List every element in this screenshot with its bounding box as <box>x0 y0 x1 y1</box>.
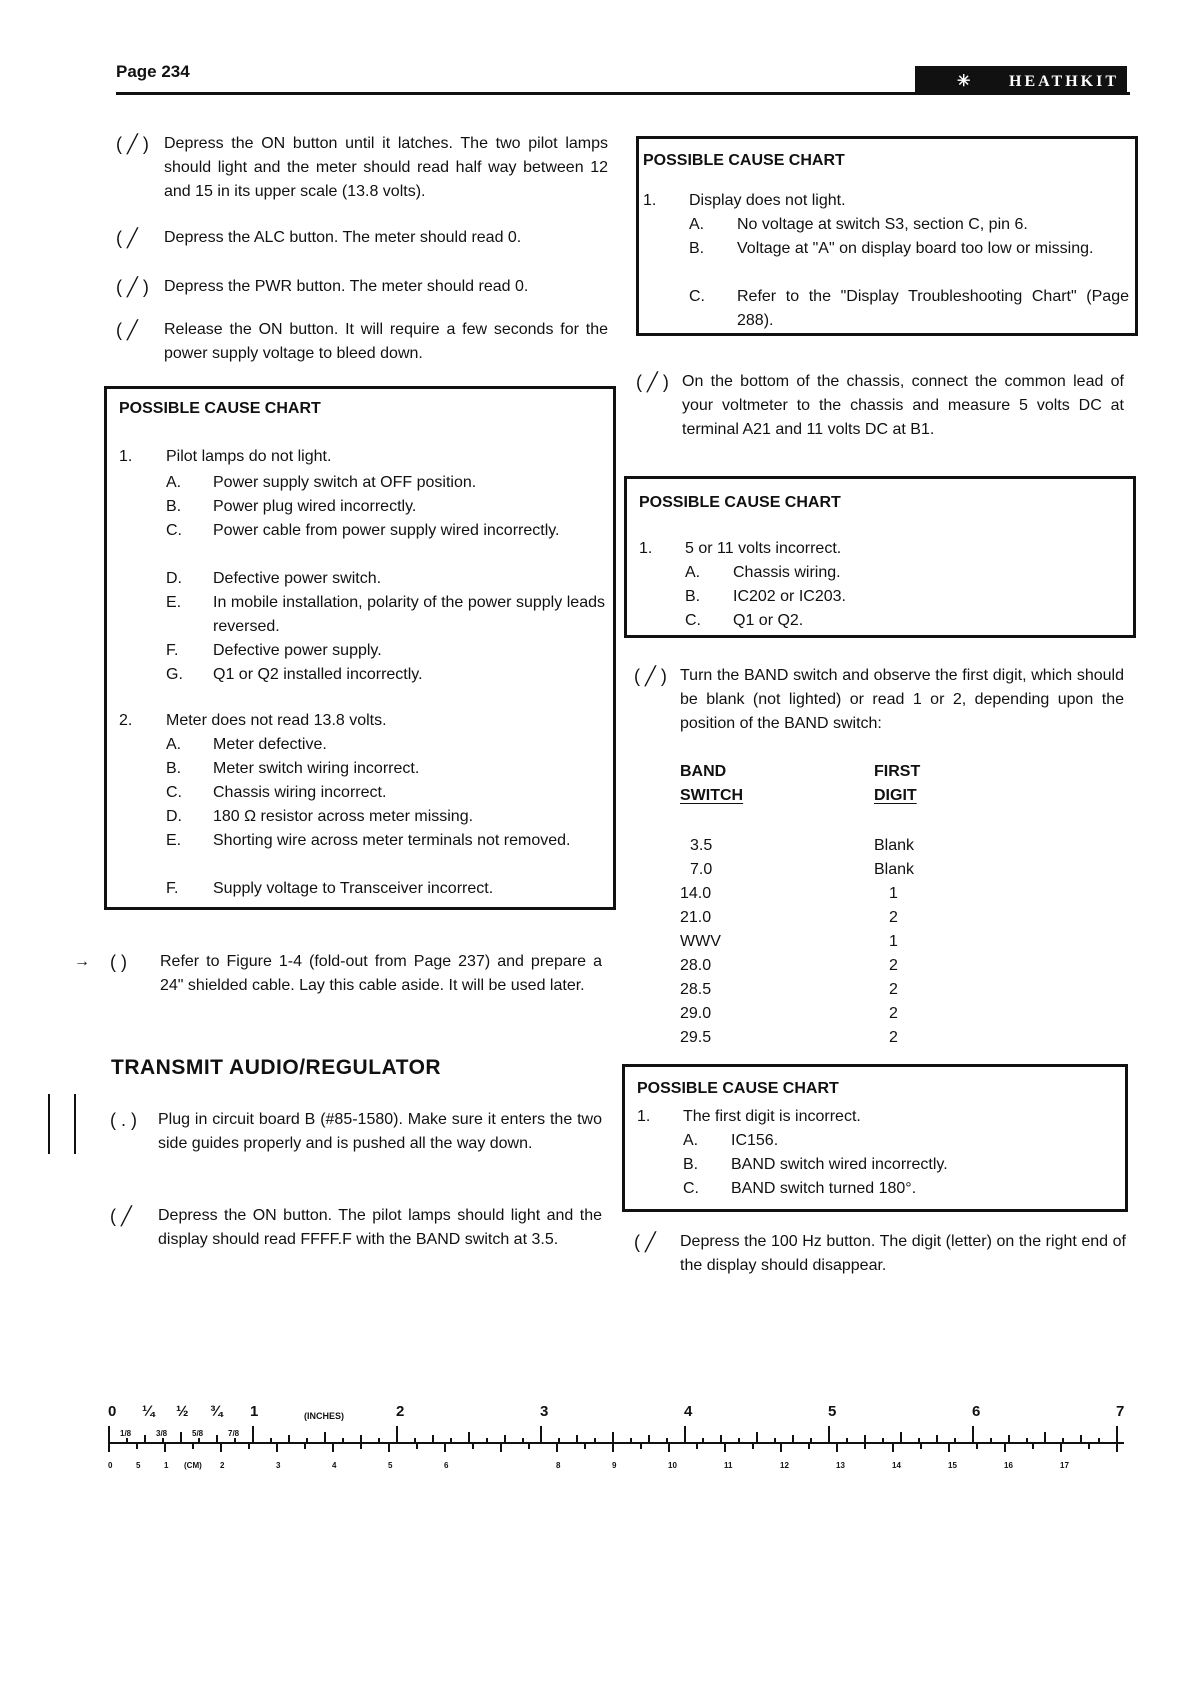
cause-text: Q1 or Q2. <box>733 612 804 629</box>
chart-item-text: Display does not light. <box>689 192 846 209</box>
ruler-cm-tick <box>752 1444 754 1449</box>
ruler-tick <box>882 1438 884 1444</box>
ruler-cm-tick <box>360 1444 362 1449</box>
step-text: Depress the 100 Hz button. The digit (letter) on the right end of the display should disappear. <box>680 1233 1126 1274</box>
inch-label: ¾ <box>210 1403 223 1420</box>
checkbox[interactable]: ( ╱ <box>110 1206 132 1226</box>
cause-letter: D. <box>166 570 182 587</box>
step-prepare-cable <box>110 950 602 998</box>
possible-cause-chart-2 <box>636 136 1138 336</box>
digit-value: Blank <box>874 861 915 878</box>
cm-label: 1 <box>164 1461 169 1470</box>
ruler-tick <box>594 1438 596 1444</box>
cm-label: 12 <box>780 1461 789 1470</box>
ruler-tick <box>900 1432 902 1444</box>
cause-letter: F. <box>166 642 179 659</box>
ruler-tick <box>972 1426 974 1444</box>
ruler-cm-tick <box>556 1444 558 1452</box>
ruler-tick <box>612 1432 614 1444</box>
inch-label: 1 <box>250 1403 259 1420</box>
ruler-tick <box>540 1426 542 1444</box>
checkbox[interactable]: ( ╱ <box>116 320 138 340</box>
step-depress-100hz <box>634 1230 1126 1278</box>
ruler-tick <box>450 1438 452 1444</box>
ruler-cm-tick <box>500 1444 502 1452</box>
ruler-cm-tick <box>696 1444 698 1449</box>
digit-value: 2 <box>889 1005 898 1022</box>
cause-text: Shorting wire across meter terminals not removed. <box>213 832 571 849</box>
cause-letter: C. <box>689 288 705 305</box>
checkbox[interactable]: ( ╱ ) <box>634 666 667 686</box>
checkbox[interactable]: ( ╱ <box>116 228 138 248</box>
possible-cause-chart-4 <box>622 1064 1128 1212</box>
ruler-cm-tick <box>1032 1444 1034 1449</box>
cm-label: 4 <box>332 1461 337 1470</box>
ruler-cm-tick <box>472 1444 474 1449</box>
step-plug-board-b <box>110 1108 602 1156</box>
chart-item-text: Meter does not read 13.8 volts. <box>166 712 387 729</box>
step-text: Release the ON button. It will require a few seconds for the power supply voltage to bleed down. <box>164 321 608 362</box>
step-text: Plug in circuit board B (#85-1580). Make sure it enters the two side guides properly and is pushed all the way down. <box>158 1111 602 1152</box>
ruler-tick <box>1080 1435 1082 1444</box>
ruler-tick <box>234 1438 236 1444</box>
ruler-cm-tick <box>780 1444 782 1452</box>
chart-item-number: 1. <box>643 192 657 209</box>
ruler-tick <box>216 1435 218 1444</box>
step-text: On the bottom of the chassis, connect the common lead of your voltmeter to the chassis and measure 5 volts DC at terminal A21 and 11 volts DC at B1. <box>682 373 1124 438</box>
page-number: Page 234 <box>116 62 190 81</box>
digit-value: 2 <box>889 957 898 974</box>
cm-label: 10 <box>668 1461 677 1470</box>
ruler-cm-tick <box>220 1444 222 1452</box>
fraction-label: 7/8 <box>228 1429 240 1438</box>
digit-value: Blank <box>874 837 915 854</box>
inch-label: ½ <box>176 1403 189 1420</box>
cause-text: Defective power supply. <box>213 642 382 659</box>
ruler-tick <box>144 1435 146 1444</box>
ruler-tick <box>558 1438 560 1444</box>
band-value: WWV <box>680 933 721 950</box>
band-value: 7.0 <box>690 861 713 878</box>
ruler-cm-tick <box>416 1444 418 1449</box>
ruler-cm-tick <box>108 1444 110 1452</box>
cause-text: Q1 or Q2 installed incorrectly. <box>213 666 423 683</box>
ruler-tick <box>990 1438 992 1444</box>
band-value: 28.5 <box>680 981 712 998</box>
ruler-cm-tick <box>192 1444 194 1449</box>
cause-text: Power supply switch at OFF position. <box>213 474 477 491</box>
ruler-cm-tick <box>1004 1444 1006 1452</box>
cause-letter: G. <box>166 666 183 683</box>
cause-letter: B. <box>166 498 182 515</box>
fraction-label: 1/8 <box>120 1429 132 1438</box>
chart-title: POSSIBLE CAUSE CHART <box>637 1080 839 1097</box>
cm-label: 8 <box>556 1461 561 1470</box>
cause-text: Meter defective. <box>213 736 327 753</box>
step-depress-on-display <box>110 1204 602 1252</box>
fraction-label: 3/8 <box>156 1429 168 1438</box>
cm-label: 17 <box>1060 1461 1069 1470</box>
cm-unit-label: (CM) <box>184 1461 202 1470</box>
cause-letter: D. <box>166 808 182 825</box>
inch-label: 4 <box>684 1403 693 1420</box>
ruler-cm-tick <box>332 1444 334 1452</box>
cause-text: No voltage at switch S3, section C, pin 6. <box>737 216 1028 233</box>
possible-cause-chart-3 <box>624 476 1136 638</box>
inches-unit-label: (INCHES) <box>304 1411 344 1421</box>
band-digit-table <box>680 760 1020 1060</box>
cause-text: Supply voltage to Transceiver incorrect. <box>213 880 494 897</box>
cause-text: Chassis wiring incorrect. <box>213 784 387 801</box>
ruler-cm-tick <box>444 1444 446 1452</box>
heathkit-logo <box>915 66 1127 94</box>
ruler-tick <box>1098 1438 1100 1444</box>
ruler-cm-tick <box>864 1444 866 1449</box>
cause-letter: A. <box>685 564 701 581</box>
checkbox[interactable]: ( ╱ ) <box>116 134 149 154</box>
digit-value: 2 <box>889 1029 898 1046</box>
ruler-tick <box>198 1438 200 1444</box>
cm-label: 13 <box>836 1461 845 1470</box>
inch-label: 0 <box>108 1403 117 1420</box>
step-measure-voltage <box>636 370 1124 442</box>
header-rule <box>116 92 1130 95</box>
ruler-tick <box>648 1435 650 1444</box>
ruler-tick <box>252 1426 254 1444</box>
cause-text: In mobile installation, polarity of the power supply leads reversed. <box>213 594 605 635</box>
cause-letter: C. <box>166 522 182 539</box>
cause-letter: A. <box>166 736 182 753</box>
inch-label: 6 <box>972 1403 981 1420</box>
cause-letter: B. <box>166 760 182 777</box>
fraction-label: 5/8 <box>192 1429 204 1438</box>
digit-value: 2 <box>889 909 898 926</box>
step-depress-alc <box>116 226 608 250</box>
cause-text: 180 Ω resistor across meter missing. <box>213 808 474 825</box>
digit-value: 1 <box>889 885 898 902</box>
ruler-tick <box>720 1435 722 1444</box>
cause-text: Power cable from power supply wired incorrectly. <box>213 522 560 539</box>
checkbox[interactable]: ( ╱ ) <box>116 277 149 297</box>
step-text: Depress the ON button. The pilot lamps should light and the display should read FFFF.F with the BAND switch at 3.5. <box>158 1207 602 1248</box>
chart-item-number: 2. <box>119 712 133 729</box>
cm-label: 15 <box>948 1461 957 1470</box>
chart-title: POSSIBLE CAUSE CHART <box>639 494 841 511</box>
cm-label: 16 <box>1004 1461 1013 1470</box>
ruler-tick <box>1026 1438 1028 1444</box>
logo-star-icon: ✳ <box>957 73 971 90</box>
ruler-tick <box>846 1438 848 1444</box>
ruler-cm-tick <box>164 1444 166 1452</box>
band-value: 14.0 <box>680 885 712 902</box>
step-text: Depress the ALC button. The meter should read 0. <box>164 229 522 246</box>
cause-letter: C. <box>685 612 701 629</box>
chart-title: POSSIBLE CAUSE CHART <box>643 152 845 169</box>
ruler-cm-tick <box>528 1444 530 1449</box>
ruler-tick <box>810 1438 812 1444</box>
cause-text: IC156. <box>731 1132 779 1149</box>
cm-label: 14 <box>892 1461 901 1470</box>
cause-letter: B. <box>685 588 701 605</box>
band-value: 29.5 <box>680 1029 712 1046</box>
band-value: 3.5 <box>690 837 713 854</box>
col-header-band: BAND <box>680 763 727 780</box>
cause-text: Chassis wiring. <box>733 564 841 581</box>
step-turn-band-switch <box>634 664 1124 736</box>
cause-text: Refer to the "Display Troubleshooting Chart" (Page 288). <box>737 288 1129 329</box>
col-header-first: FIRST <box>874 763 921 780</box>
checkbox[interactable]: ( . ) <box>110 1110 137 1130</box>
inch-label: 7 <box>1116 1403 1125 1420</box>
ruler-tick <box>360 1435 362 1444</box>
checkbox[interactable]: ( ╱ ) <box>636 372 669 392</box>
ruler-cm-tick <box>640 1444 642 1449</box>
cause-letter: A. <box>683 1132 699 1149</box>
ruler-tick <box>702 1438 704 1444</box>
cause-text: Voltage at "A" on display board too low or missing. <box>737 240 1094 257</box>
ruler-cm-tick <box>668 1444 670 1452</box>
cm-label: 11 <box>724 1461 733 1470</box>
margin-mark <box>48 1094 76 1154</box>
inch-label: 5 <box>828 1403 837 1420</box>
ruler-tick <box>774 1438 776 1444</box>
inch-label: ¼ <box>142 1403 155 1420</box>
inch-label: 3 <box>540 1403 549 1420</box>
ruler-tick <box>306 1438 308 1444</box>
ruler-cm-tick <box>1088 1444 1090 1449</box>
col-header-digit: DIGIT <box>874 787 917 804</box>
band-value: 29.0 <box>680 1005 712 1022</box>
ruler-tick <box>684 1426 686 1444</box>
ruler-cm-tick <box>248 1444 250 1449</box>
ruler-tick <box>180 1432 182 1444</box>
chart-item-number: 1. <box>637 1108 651 1125</box>
cause-text: IC202 or IC203. <box>733 588 846 605</box>
step-text: Turn the BAND switch and observe the first digit, which should be blank (not lighted) or read 1 or 2, depending upon the position of the BAND switch: <box>680 667 1124 732</box>
measurement-ruler <box>108 1400 1128 1470</box>
chart-item-text: The first digit is incorrect. <box>683 1108 861 1125</box>
band-value: 21.0 <box>680 909 712 926</box>
checkbox[interactable]: ( ) <box>110 952 127 972</box>
chart-title: POSSIBLE CAUSE CHART <box>119 400 321 417</box>
cause-letter: B. <box>689 240 705 257</box>
ruler-tick <box>954 1438 956 1444</box>
ruler-tick <box>1062 1438 1064 1444</box>
ruler-tick <box>738 1438 740 1444</box>
checkbox[interactable]: ( ╱ <box>634 1232 656 1252</box>
ruler-tick <box>324 1432 326 1444</box>
ruler-cm-tick <box>920 1444 922 1449</box>
ruler-tick <box>342 1438 344 1444</box>
step-release-on <box>116 318 608 366</box>
ruler-tick <box>288 1435 290 1444</box>
digit-value: 2 <box>889 981 898 998</box>
cause-text: Power plug wired incorrectly. <box>213 498 417 515</box>
ruler-tick <box>522 1438 524 1444</box>
cm-label: 3 <box>276 1461 281 1470</box>
cause-letter: C. <box>683 1180 699 1197</box>
ruler-tick <box>576 1435 578 1444</box>
ruler-cm-tick <box>136 1444 138 1449</box>
cause-text: BAND switch turned 180°. <box>731 1180 917 1197</box>
cm-label: 5 <box>136 1461 141 1470</box>
cm-label: 2 <box>220 1461 225 1470</box>
ruler-tick <box>1008 1435 1010 1444</box>
ruler-cm-tick <box>892 1444 894 1452</box>
step-depress-pwr <box>116 275 608 299</box>
ruler-cm-tick <box>976 1444 978 1449</box>
chart-item-text: Pilot lamps do not light. <box>166 448 332 465</box>
chart-item-number: 1. <box>119 448 133 465</box>
cause-text: BAND switch wired incorrectly. <box>731 1156 948 1173</box>
digit-value: 1 <box>889 933 898 950</box>
band-value: 28.0 <box>680 957 712 974</box>
cause-letter: F. <box>166 880 179 897</box>
ruler-cm-tick <box>276 1444 278 1452</box>
cause-letter: B. <box>683 1156 699 1173</box>
logo-text: HEATHKIT <box>1009 73 1119 90</box>
col-header-switch: SWITCH <box>680 787 744 804</box>
cause-text: Defective power switch. <box>213 570 382 587</box>
chart-item-text: 5 or 11 volts incorrect. <box>685 540 842 557</box>
cm-label: 9 <box>612 1461 617 1470</box>
cause-text: Meter switch wiring incorrect. <box>213 760 420 777</box>
ruler-cm-tick <box>612 1444 614 1452</box>
cause-letter: A. <box>689 216 705 233</box>
ruler-tick <box>126 1438 128 1444</box>
ruler-cm-tick <box>388 1444 390 1452</box>
ruler-tick <box>828 1426 830 1444</box>
ruler-tick <box>630 1438 632 1444</box>
ruler-tick <box>936 1435 938 1444</box>
cm-label: 6 <box>444 1461 449 1470</box>
cause-letter: C. <box>166 784 182 801</box>
cause-letter: A. <box>166 474 182 491</box>
ruler-tick <box>1044 1432 1046 1444</box>
section-heading: TRANSMIT AUDIO/REGULATOR <box>111 1056 442 1079</box>
cause-letter: E. <box>166 594 182 611</box>
ruler-tick <box>864 1435 866 1444</box>
cm-label: 5 <box>388 1461 393 1470</box>
ruler-tick <box>396 1426 398 1444</box>
possible-cause-chart-1 <box>104 386 616 910</box>
ruler-tick <box>270 1438 272 1444</box>
ruler-cm-tick <box>724 1444 726 1452</box>
ruler-tick <box>504 1435 506 1444</box>
step-text: Refer to Figure 1-4 (fold-out from Page 237) and prepare a 24" shielded cable. Lay this cable aside. It will be used later. <box>160 953 602 994</box>
ruler-tick <box>1116 1426 1118 1444</box>
ruler-cm-tick <box>304 1444 306 1449</box>
cause-letter: E. <box>166 832 182 849</box>
step-depress-on <box>116 132 608 204</box>
ruler-tick <box>108 1426 110 1444</box>
ruler-cm-tick <box>808 1444 810 1449</box>
step-text: Depress the ON button until it latches. The two pilot lamps should light and the meter should read half way between 12 and 15 in its upper scale (13.8 volts). <box>164 135 608 200</box>
ruler-cm-tick <box>584 1444 586 1449</box>
ruler-cm-tick <box>1116 1444 1118 1452</box>
ruler-tick <box>432 1435 434 1444</box>
ruler-tick <box>486 1438 488 1444</box>
ruler-cm-tick <box>948 1444 950 1452</box>
ruler-cm-tick <box>836 1444 838 1452</box>
ruler-tick <box>756 1432 758 1444</box>
arrow-icon: → <box>74 953 90 970</box>
step-text: Depress the PWR button. The meter should read 0. <box>164 278 529 295</box>
cm-label: 0 <box>108 1461 113 1470</box>
ruler-tick <box>792 1435 794 1444</box>
ruler-tick <box>378 1438 380 1444</box>
ruler-tick <box>468 1432 470 1444</box>
ruler-cm-tick <box>1060 1444 1062 1452</box>
chart-item-number: 1. <box>639 540 653 557</box>
inch-label: 2 <box>396 1403 405 1420</box>
